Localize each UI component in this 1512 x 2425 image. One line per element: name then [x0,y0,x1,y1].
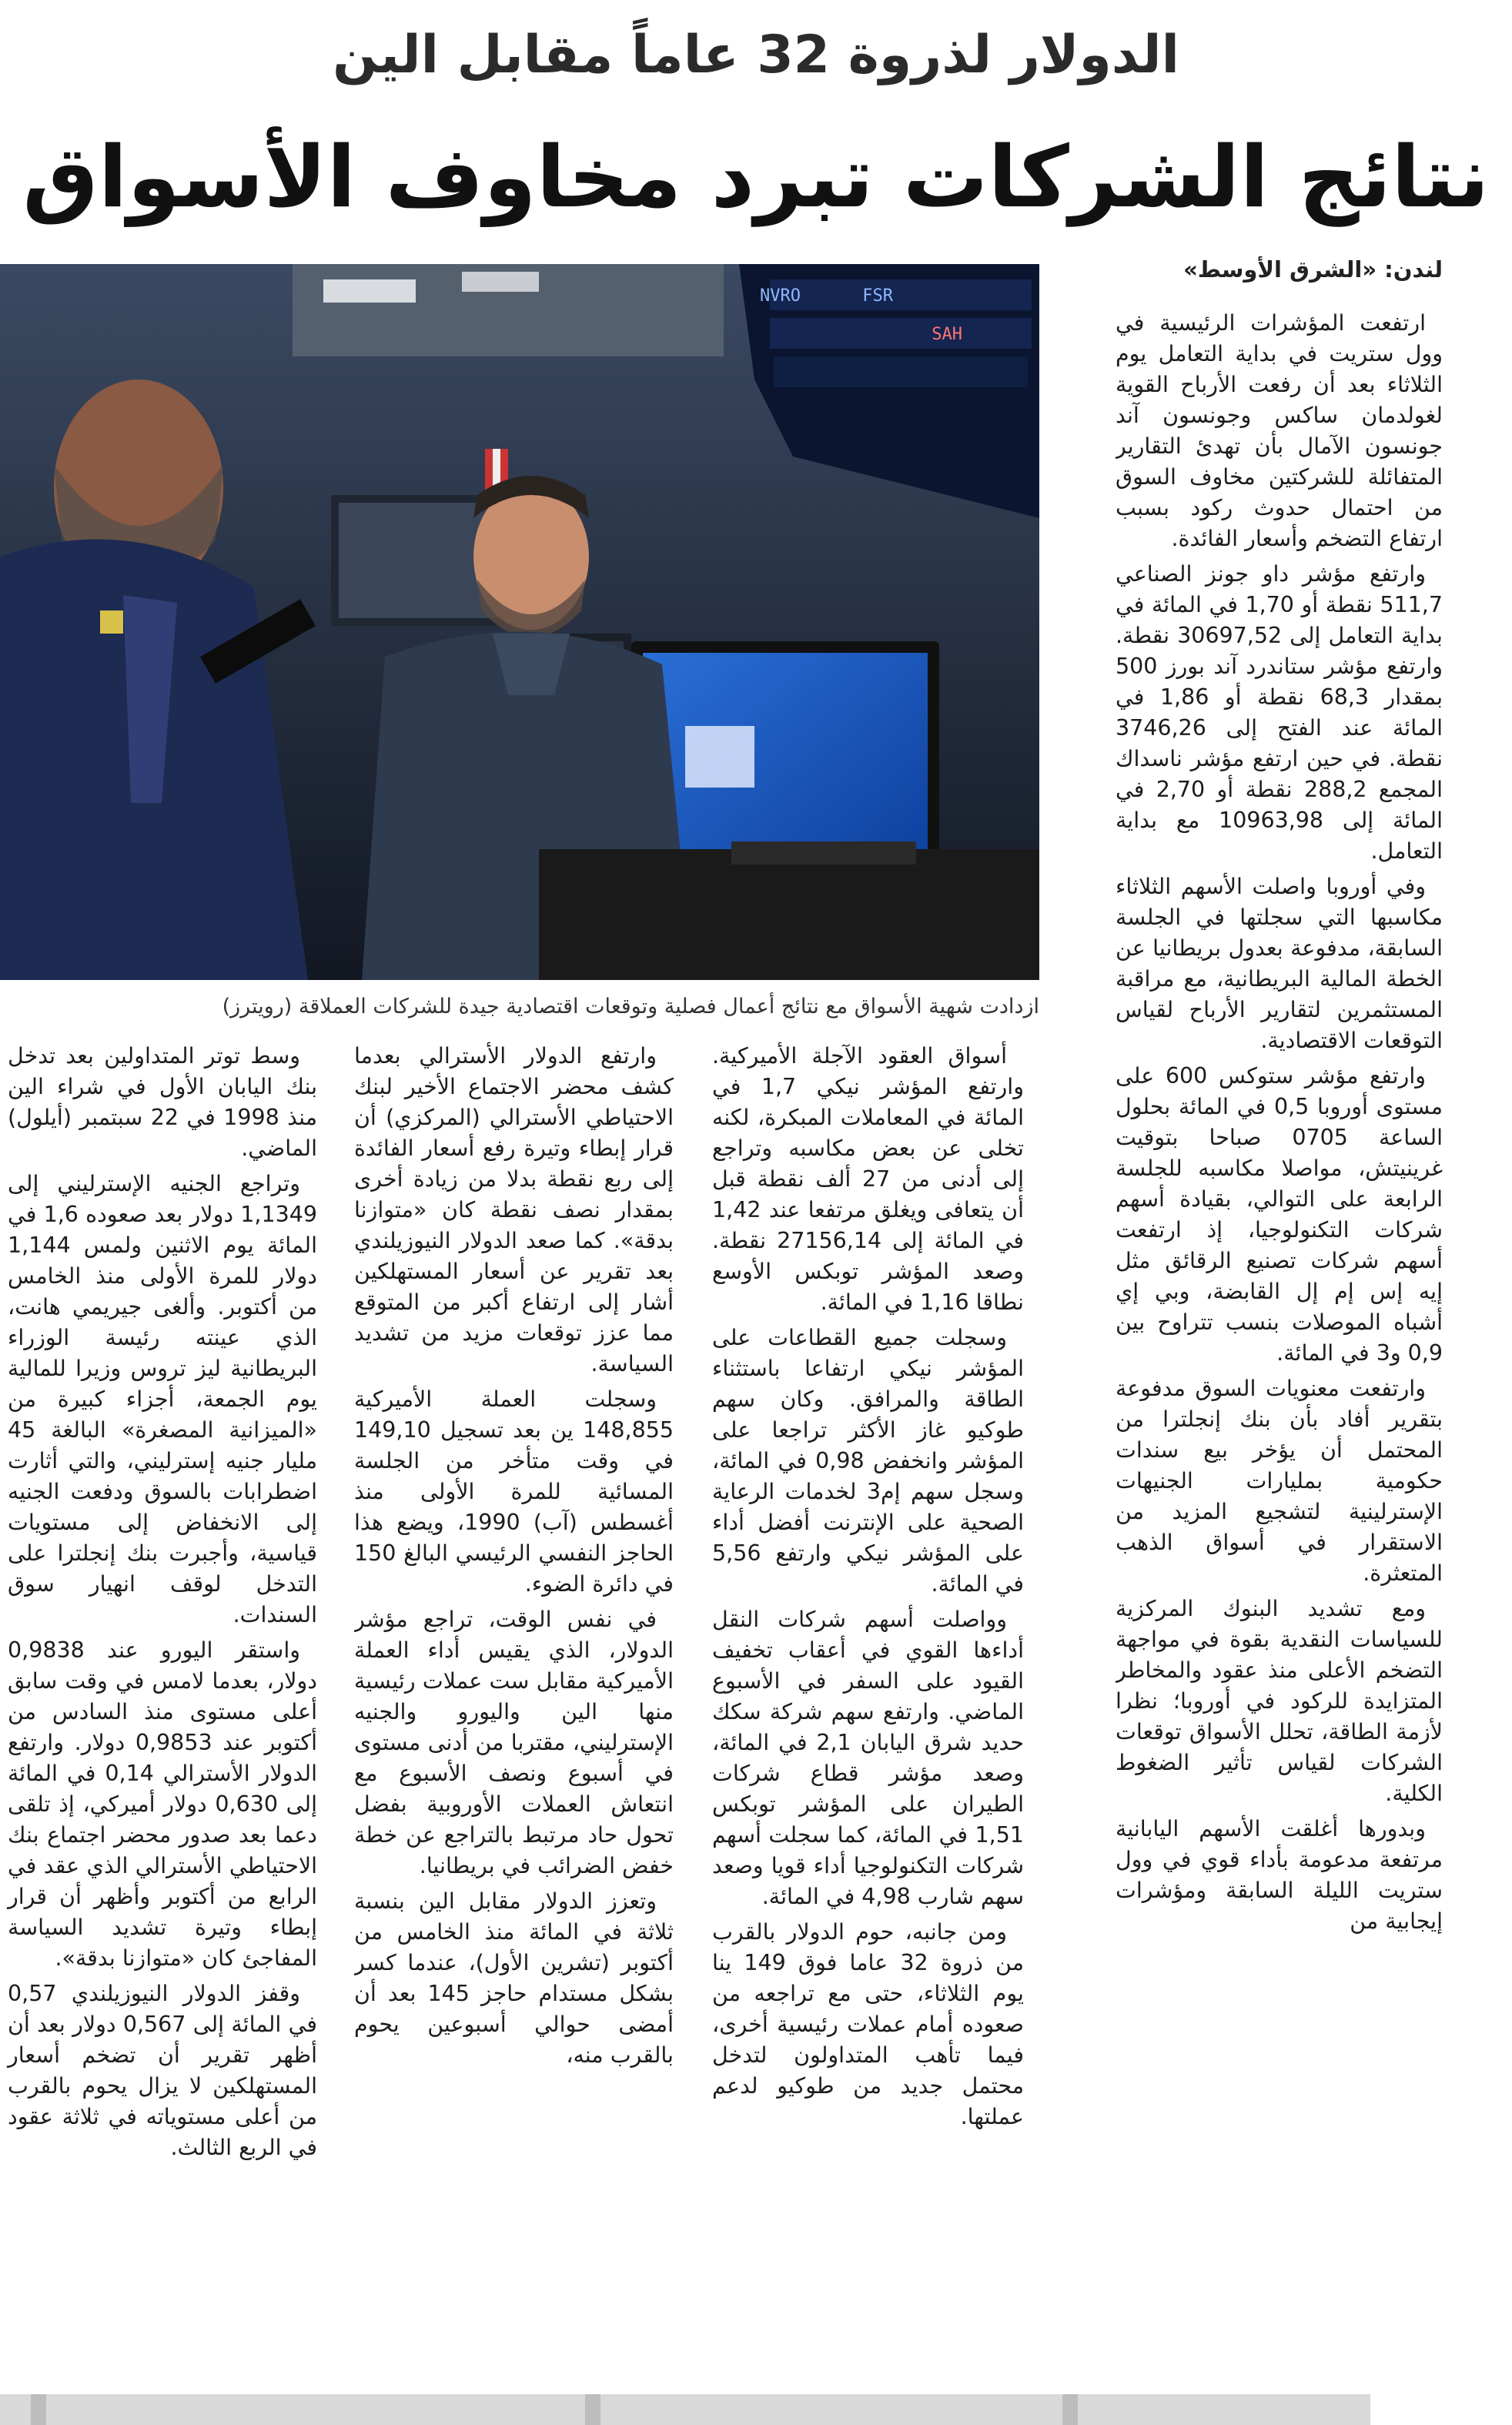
ticker-label: NVRO [760,286,801,306]
paragraph: وقفز الدولار النيوزيلندي 0,57 في المائة إلى 0,567 دولار بعد أن أظهر تقرير أن تضخم أسعار المستهلكين لا يزال يحوم بالقرب من أعلى مستوياته في ثلاثة عقود في الربع الثالث. [8,1981,317,2160]
paragraph: واستقر اليورو عند 0,9838 دولار، بعدما لامس في وقت سابق أعلى مستوى منذ السادس من أكتوبر عند 0,9853 دولار. وارتفع الدولار الأسترالي 0,14 في المائة إلى 0,630 دولار أميركي، إذ تلقى دعما بعد صدور محضر اجتماع بنك الاحتياطي الأسترالي الذي عقد في الرابع من أكتوبر وأظهر أن قرار إبطاء وتيرة تشديد السياسة المفاجئ كان «متوازنا بدقة». [8,1637,317,1971]
paragraph: أسواق العقود الآجلة الأميركية. وارتفع المؤشر نيكي 1,7 في المائة في المعاملات المبكرة، لكنه تخلى عن بعض مكاسبه وتراجع إلى أدنى من 27 ألف نقطة قبل أن يتعافى ويغلق مرتفعا عند 1,42 في المائة إلى 27156,14 نقطة. وصعد المؤشر توبكس الأوسع نطاقا 1,16 في المائة. [712,1043,1024,1315]
paragraph: وتعزز الدولار مقابل الين بنسبة ثلاثة في المائة منذ الخامس من أكتوبر (تشرين الأول)، عندما كسر بشكل مستدام حاجز 145 بعد أن أمضى حوالي أسبوعين يحوم بالقرب منه، [354,1888,674,2068]
trading-floor-photo [0,264,1039,980]
photo-caption: ازدادت شهية الأسواق مع نتائج أعمال فصلية وتوقعات اقتصادية جيدة للشركات العملاقة (رويترز) [222,995,1039,1018]
paragraph: ارتفعت المؤشرات الرئيسية في وول ستريت في بداية التعامل يوم الثلاثاء بعد أن رفعت الأرباح القوية لغولدمان ساكس وجونسون آند جونسون الآمال بأن تهدئ التقارير المتفائلة للشركتين مخاوف السوق من احتمال حدوث ركود بسبب ارتفاع التضخم وأسعار الفائدة. [1116,310,1443,551]
paragraph: وبدورها أغلقت الأسهم اليابانية مرتفعة مدعومة بأداء قوي في وول ستريت الليلة السابقة ومؤشرات إيجابية من [1116,1816,1443,1934]
paragraph: وتراجع الجنيه الإسترليني إلى 1,1349 دولار بعد صعوده 1,6 في المائة يوم الاثنين ولمس 1,144 دولار للمرة الأولى منذ الخامس من أكتوبر. وألغى جيريمي هانت، الذي عينته رئيسة الوزراء البريطانية ليز تروس وزيرا للمالية يوم الجمعة، أجزاء كبيرة من «الميزانية المصغرة» البالغة 45 مليار جنيه إسترليني، والتي أثارت اضطرابات بالسوق ودفعت الجنيه إلى الانخفاض إلى مستويات قياسية، وأجبرت بنك إنجلترا على التدخل لوقف انهيار سوق السندات. [8,1171,317,1627]
article-headline: نتائج الشركات تبرد مخاوف الأسواق [22,128,1490,226]
paragraph: ومن جانبه، حوم الدولار بالقرب من ذروة 32 عاما فوق 149 ينا يوم الثلاثاء، حتى مع تراجعه من صعوده أمام عملات رئيسية أخرى، فيما تأهب المتداولون لتدخل محتمل جديد من طوكيو لدعم عملتها. [712,1919,1024,2129]
paragraph: وواصلت أسهم شركات النقل أداءها القوي في أعقاب تخفيف القيود على السفر في الأسبوع الماضي. وارتفع سهم شركة سكك حديد شرق اليابان 2,1 في المائة، وصعد مؤشر قطاع شركات الطيران على المؤشر توبكس 1,51 في المائة، كما سجلت أسهم شركات التكنولوجيا أداء قويا وصعد سهم شارب 4,98 في المائة. [712,1607,1024,1909]
ticker-label: SAH [932,325,962,344]
paragraph: وارتفعت معنويات السوق مدفوعة بتقرير أفاد بأن بنك إنجلترا من المحتمل أن يؤخر بيع سندات حكومية بمليارات الجنيهات الإسترلينية لتشجيع المزيد من الاستقرار في أسواق الذهب المتعثرة. [1116,1376,1443,1586]
paragraph: وارتفع مؤشر ستوكس 600 على مستوى أوروبا 0,5 في المائة بحلول الساعة 0705 صباحا بتوقيت غرينيتش، مواصلا مكاسبه للجلسة الرابعة على التوالي، بقيادة أسهم شركات التكنولوجيا، إذ ارتفعت أسهم شركات تصنيع الرقائق مثل إيه إس إم إل القابضة، وبي إي أشباه الموصلات بنسب تتراوح بين 0,9 و3 في المائة. [1116,1063,1443,1366]
footer-divider [31,2394,46,2425]
footer-divider [1062,2394,1078,2425]
article-column-1 [1116,308,1443,2375]
paragraph: وارتفع الدولار الأسترالي بعدما كشف محضر الاجتماع الأخير لبنك الاحتياطي الأسترالي (المركزي) أن قرار إبطاء وتيرة رفع أسعار الفائدة إلى ربع نقطة بدلا من زيادة أخرى بمقدار نصف نقطة كان «متوازنا بدقة». كما صعد الدولار النيوزيلندي بعد تقرير عن أسعار المستهلكين أشار إلى ارتفاع أكبر من المتوقع مما عزز توقعات مزيد من تشديد السياسة. [354,1043,674,1376]
paragraph: وسجلت العملة الأميركية 148,855 ين بعد تسجيل 149,10 في وقت متأخر من الجلسة المسائية للمرة الأولى منذ أغسطس (آب) 1990، ويضع هذا الحاجز النفسي الرئيسي البالغ 150 في دائرة الضوء. [354,1386,674,1597]
paragraph: في نفس الوقت، تراجع مؤشر الدولار، الذي يقيس أداء العملة الأميركية مقابل ست عملات رئيسية منها الين واليورو والجنيه الإسترليني، مقتربا من أدنى مستوى في أسبوع ونصف الأسبوع مع انتعاش العملات الأوروبية بفضل تحول حاد مرتبط بالتراجع عن خطة خفض الضرائب في بريطانيا. [354,1607,674,1878]
article-column-2 [712,1041,1024,2376]
article-column-4 [0,1041,317,2376]
paragraph: وسط توتر المتداولين بعد تدخل بنك اليابان الأول في شراء الين منذ 1998 في 22 سبتمبر (أيلول) الماضي. [8,1043,317,1161]
article-kicker: الدولار لذروة 32 عاماً مقابل الين [333,25,1179,85]
footer-divider [585,2394,600,2425]
page-footer-bar [0,2394,1370,2425]
ticker-label: FSR [862,286,893,306]
article-column-3 [354,1041,674,2376]
article-dateline: لندن: «الشرق الأوسط» [1183,256,1443,283]
paragraph: وفي أوروبا واصلت الأسهم الثلاثاء مكاسبها التي سجلتها في الجلسة السابقة، مدفوعة بعدول بريطانيا عن الخطة المالية البريطانية، مع مراقبة المستثمرين لتقارير الأرباح لقياس التوقعات الاقتصادية. [1116,874,1443,1053]
paragraph: وسجلت جميع القطاعات على المؤشر نيكي ارتفاعا باستثناء الطاقة والمرافق. وكان سهم طوكيو غاز الأكثر تراجعا على المؤشر وانخفض 0,98 في المائة، وسجل سهم إم3 لخدمات الرعاية الصحية على الإنترنت أفضل أداء على المؤشر نيكي وارتفع 5,56 في المائة. [712,1325,1024,1597]
paragraph: ومع تشديد البنوك المركزية للسياسات النقدية بقوة في مواجهة التضخم الأعلى منذ عقود والمخاطر المتزايدة للركود في أوروبا؛ نظرا لأزمة الطاقة، تحلل الأسواق توقعات الشركات لقياس تأثير الضغوط الكلية. [1116,1596,1443,1806]
paragraph: وارتفع مؤشر داو جونز الصناعي 511,7 نقطة أو 1,70 في المائة في بداية التعامل إلى 30697,52 نقطة. وارتفع مؤشر ستاندرد آند بورز 500 بمقدار 68,3 نقطة أو 1,86 في المائة عند الفتح إلى 3746,26 نقطة. في حين ارتفع مؤشر ناسداك المجمع 288,2 نقطة أو 2,70 في المائة إلى 10963,98 مع بداية التعامل. [1116,561,1443,864]
